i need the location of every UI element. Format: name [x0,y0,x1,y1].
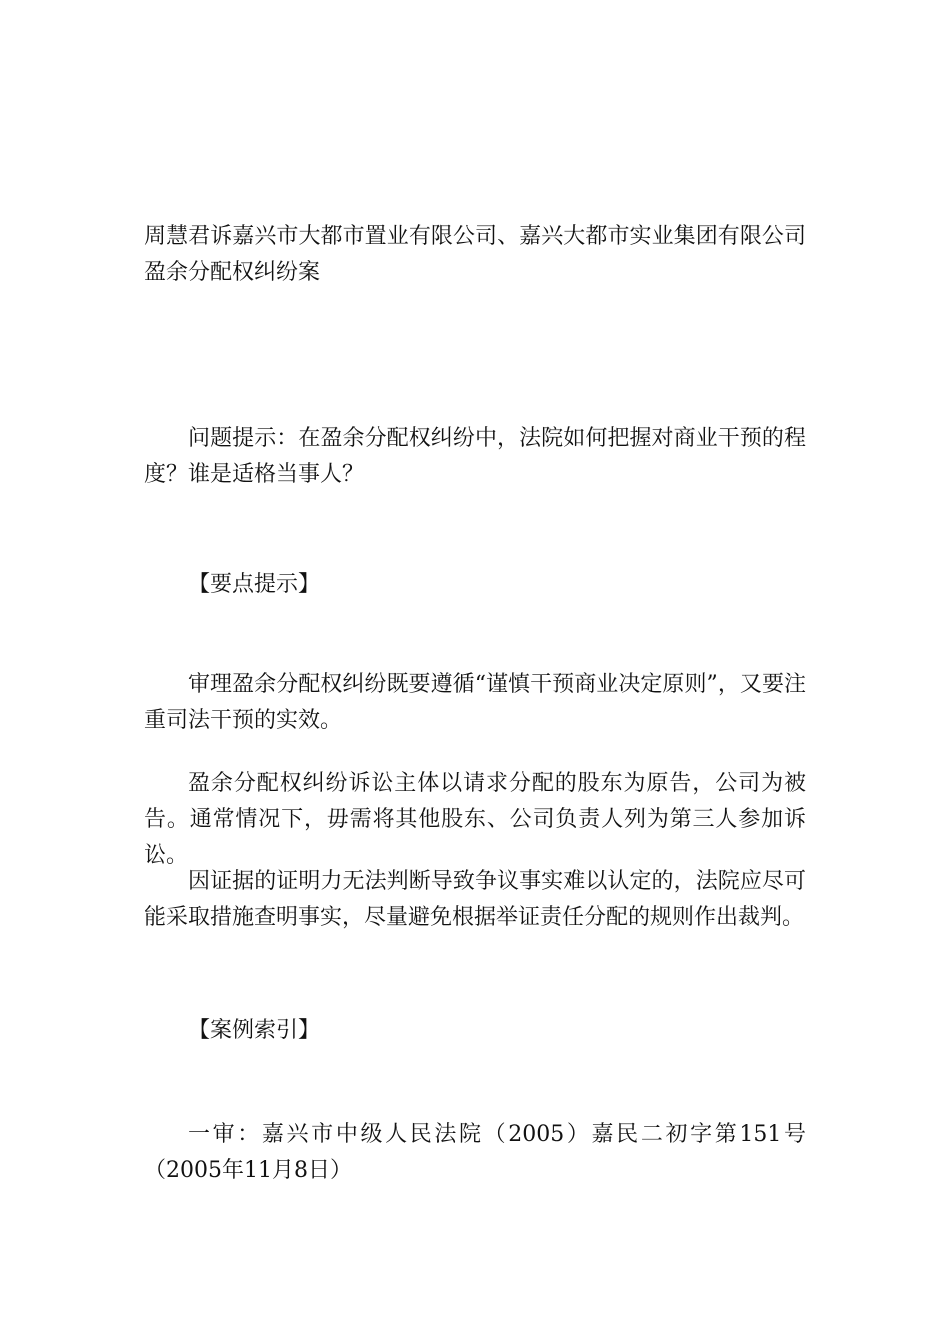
problem-hint: 问题提示：在盈余分配权纠纷中，法院如何把握对商业干预的程度？谁是适格当事人？ [144,426,806,487]
case-index-heading: 【案例索引】 [188,1018,321,1043]
case-index-item-1: 一审：嘉兴市中级人民法院（2005）嘉民二初字第151号（2005年11月8日） [144,1122,806,1183]
key-point-1: 审理盈余分配权纠纷既要遵循“谨慎干预商业决定原则”，又要注重司法干预的实效。 [144,672,806,733]
key-points-heading: 【要点提示】 [188,572,321,597]
document-title: 周慧君诉嘉兴市大都市置业有限公司、嘉兴大都市实业集团有限公司盈余分配权纠纷案 [144,224,806,285]
key-point-2: 盈余分配权纠纷诉讼主体以请求分配的股东为原告，公司为被告。通常情况下，毋需将其他股东、公司负责人列为第三人参加诉讼。 [144,771,806,868]
key-point-3: 因证据的证明力无法判断导致争议事实难以认定的，法院应尽可能采取措施查明事实，尽量避免根据举证责任分配的规则作出裁判。 [144,869,806,930]
